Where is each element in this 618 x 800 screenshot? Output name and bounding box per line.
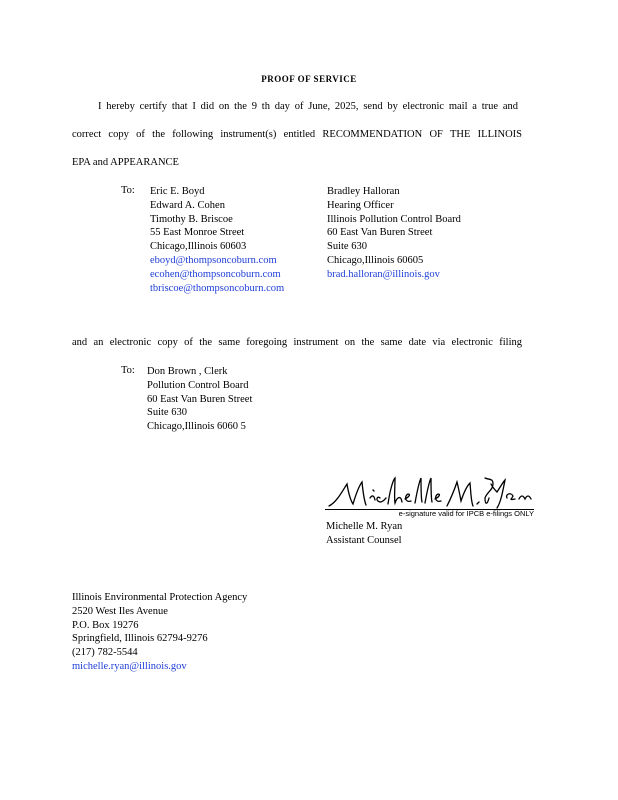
signer-title: Assistant Counsel — [326, 534, 402, 546]
signature-note: e-signature valid for IPCB e-filings ONLY — [398, 509, 534, 518]
e-signature — [325, 468, 540, 518]
agency-line: Springfield, Illinois 62794-9276 — [72, 633, 208, 645]
recipient-line: Suite 630 — [327, 241, 367, 253]
recipient-line: Eric E. Boyd — [150, 186, 205, 197]
electronic-filing-line: and an electronic copy of the same foregoing instrument on the same date via electronic filing — [72, 337, 522, 348]
agency-line: 2520 West Iles Avenue — [72, 605, 168, 617]
document-title: PROOF OF SERVICE — [261, 74, 357, 84]
certification-line-1: I hereby certify that I did on the 9 th day of June, 2025, send by electronic mail a true and — [98, 101, 518, 112]
handwritten-signature — [325, 468, 540, 512]
signer-name: Michelle M. Ryan — [326, 521, 403, 532]
agency-address-block — [72, 591, 247, 674]
email-link[interactable]: brad.halloran@illinois.gov — [327, 268, 440, 280]
recipient-line: 60 East Van Buren Street — [327, 227, 433, 239]
agency-line: Illinois Environmental Protection Agency — [72, 592, 248, 603]
email-link[interactable]: tbriscoe@thompsoncoburn.com — [150, 282, 285, 294]
recipient-line: 60 East Van Buren Street — [147, 393, 253, 405]
filing-recipient-block — [147, 365, 252, 434]
recipient-line: Chicago,Illinois 6060 5 — [147, 421, 246, 433]
recipient-line: Bradley Halloran — [327, 186, 400, 197]
agency-line: P.O. Box 19276 — [72, 619, 139, 631]
recipient-block-right — [327, 185, 461, 282]
recipient-line: Edward A. Cohen — [150, 199, 225, 211]
recipient-line: Chicago,Illinois 60605 — [327, 254, 424, 266]
signer-block — [326, 520, 402, 548]
recipient-line: Don Brown , Clerk — [147, 366, 228, 377]
recipient-block-left — [150, 185, 284, 295]
recipient-line: Pollution Control Board — [147, 379, 249, 391]
to-label-2: To: — [121, 365, 135, 376]
to-label-1: To: — [121, 185, 135, 196]
email-link[interactable]: eboyd@thompsoncoburn.com — [150, 254, 277, 266]
recipient-line: Hearing Officer — [327, 199, 394, 211]
email-link[interactable]: ecohen@thompsoncoburn.com — [150, 268, 281, 280]
recipient-line: Illinois Pollution Control Board — [327, 213, 461, 225]
recipient-line: Chicago,Illinois 60603 — [150, 241, 247, 253]
recipient-line: Timothy B. Briscoe — [150, 213, 233, 225]
certification-line-2: correct copy of the following instrument(s) entitled RECOMMENDATION OF THE ILLINOIS — [72, 129, 522, 140]
email-link[interactable]: michelle.ryan@illinois.gov — [72, 660, 187, 672]
agency-line: (217) 782-5544 — [72, 647, 138, 659]
recipient-line: 55 East Monroe Street — [150, 227, 245, 239]
certification-line-3: EPA and APPEARANCE — [72, 157, 179, 168]
recipient-line: Suite 630 — [147, 407, 187, 419]
